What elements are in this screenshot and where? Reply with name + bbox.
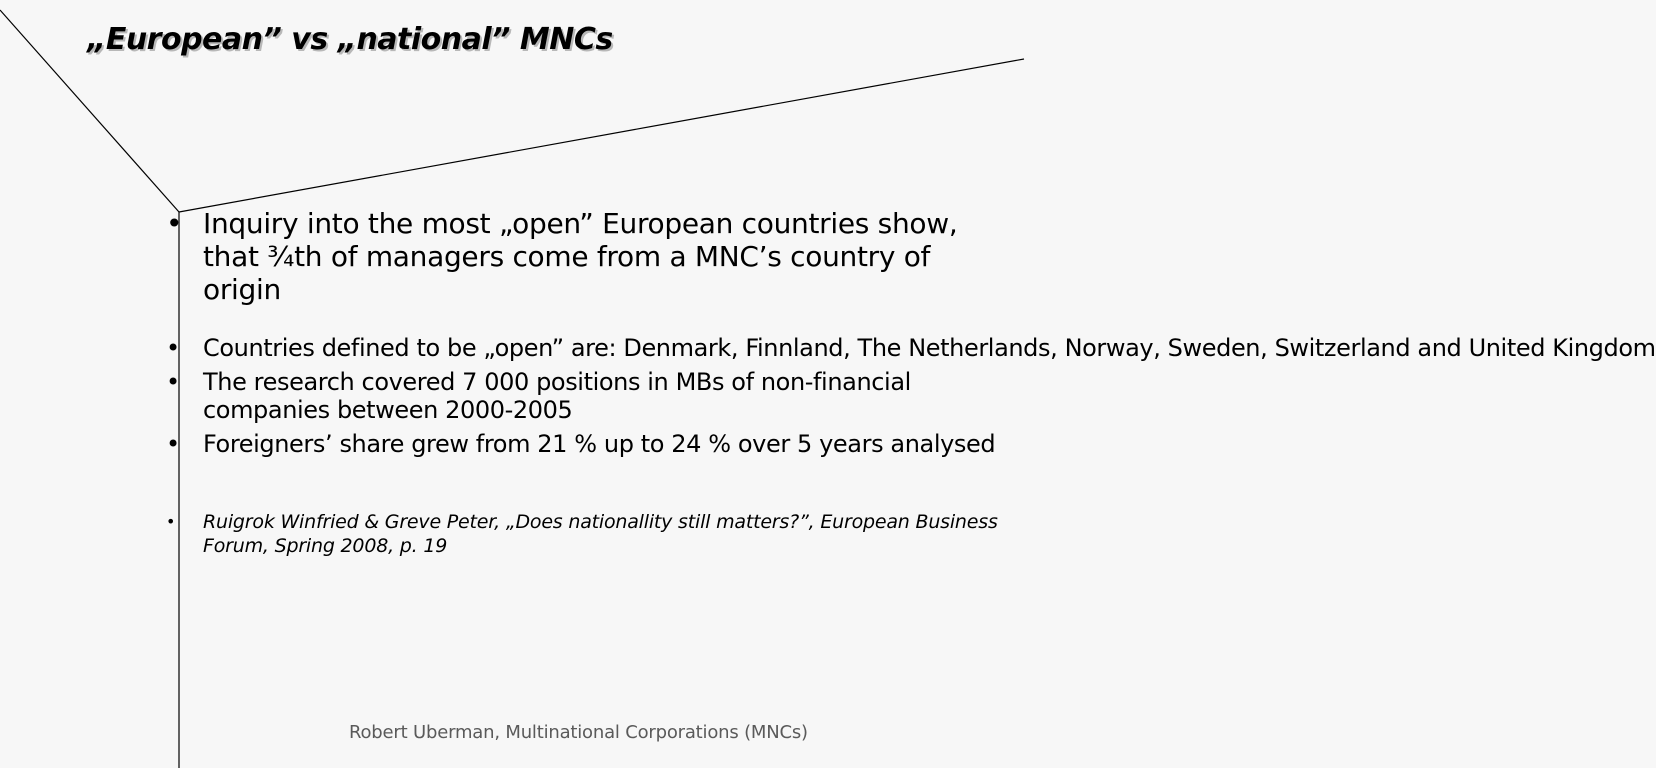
bullet-text: The research covered 7 000 positions in MBs of non-financial companies between 2000-2005 <box>203 368 911 424</box>
horizon-line <box>179 59 1024 212</box>
bullet-icon: • <box>166 368 180 396</box>
citation-item <box>166 510 1014 558</box>
bullet-text: Countries defined to be „open” are: Denmark, Finnland, The Netherlands, Norway, Sweden, Switzerland and United Kingdom <box>203 334 1656 362</box>
bullet-text: Foreigners’ share grew from 21 % up to 24 % over 5 years analysed <box>203 430 996 458</box>
bullet-item <box>166 334 1656 362</box>
slide-title: „European” vs „national” MNCs <box>87 22 613 57</box>
bullet-icon: • <box>166 207 183 240</box>
bullet-list <box>166 207 1656 558</box>
bullet-item <box>166 430 1014 458</box>
bullet-icon: • <box>166 334 180 362</box>
bullet-item <box>166 368 1014 424</box>
bullet-item <box>166 207 1014 306</box>
bullet-icon: • <box>166 512 176 531</box>
slide-footer: Robert Uberman, Multinational Corporations (MNCs) <box>349 722 808 743</box>
bullet-icon: • <box>166 430 180 458</box>
citation-text: Ruigrok Winfried & Greve Peter, „Does nationallity still matters?”, European Business Forum, Spring 2008, p. 19 <box>203 511 998 557</box>
bullet-text: Inquiry into the most „open” European countries show, that ¾th of managers come from a MNC’s country of origin <box>203 207 958 306</box>
